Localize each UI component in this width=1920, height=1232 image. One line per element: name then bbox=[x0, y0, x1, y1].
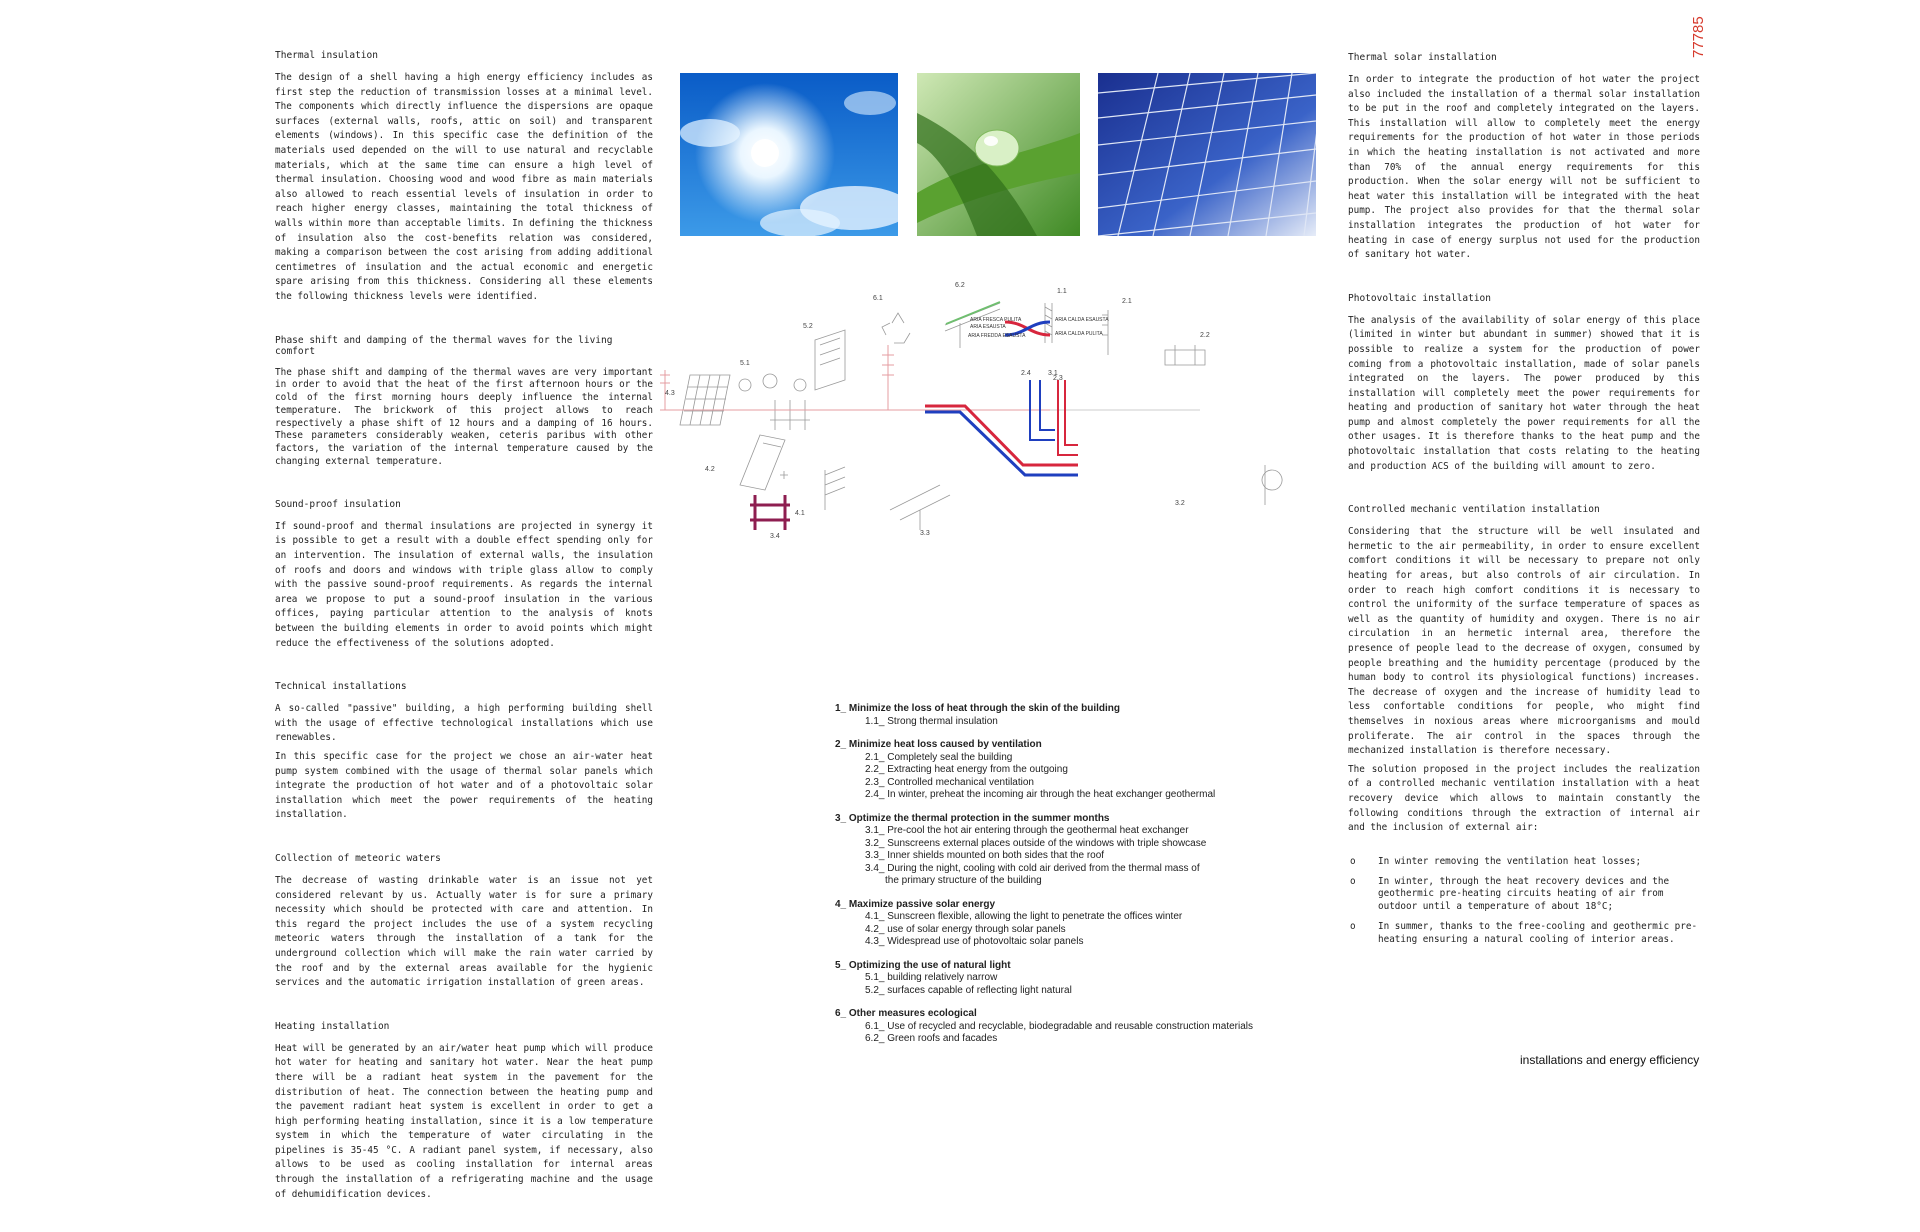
tree-icon bbox=[739, 379, 751, 391]
section-title: Heating installation bbox=[275, 1020, 390, 1032]
project-id: 77785 bbox=[1690, 16, 1707, 58]
measure-item: 1.1_ Strong thermal insulation bbox=[865, 715, 998, 727]
diagram-label: 4.1 bbox=[795, 510, 805, 517]
left-text-column bbox=[275, 50, 653, 1232]
section-technical-installations bbox=[275, 681, 653, 823]
diagram-label: 3.2 bbox=[1175, 500, 1185, 507]
narrow-building-icon bbox=[770, 400, 810, 430]
section-paragraph: The design of a shell having a high energy efficiency includes as first step the reduction of transmission losses at a minimal level. The components which directly influence the dispersions are opaque surfaces (external walls, roofs, attic on soil) and transparent elements (windows). In this specific case the definition of the materials used depended on the will to use natural and recyclable materials, which at the same time can ensure a high level of thermal insulation. Choosing wood and wood fibre as main materials also allowed to reach essential levels of insulation in order to reach higher energy classes, maintaining the total thickness of walls within more than acceptable limits. In defining the thickness of insulation also the cost-benefits relation was considered, making a comparison between the cost arising from adding additional centimetres of insulation and the actual economic and energetic spare arising from this thickness. Considering all these elements the following thickness levels were identified. bbox=[275, 72, 653, 302]
tree-icon bbox=[794, 379, 806, 391]
diagram-label: 2.2 bbox=[1200, 332, 1210, 339]
cooling-frame-icon bbox=[750, 495, 790, 530]
measure-item: 5.2_ surfaces capable of reflecting light natural bbox=[865, 984, 1072, 996]
air-label-warm-clean: ARIA CALDA PULITA bbox=[1055, 331, 1103, 337]
measure-group-title: 6_ Other measures ecological bbox=[835, 1008, 977, 1019]
section-ventilation bbox=[1348, 504, 1700, 946]
measure-item: 3.1_ Pre-cool the hot air entering through the geothermal heat exchanger bbox=[865, 825, 1189, 836]
building-section-lines bbox=[660, 345, 1200, 410]
section-paragraph: The decrease of wasting drinkable water is an issue not yet considered relevant by us. Actually water is for sure a primary necessity which should be protected with care and attention. In this regard the project includes the use of a system recycling meteoric waters through the installation of a tank for the underground collection which will make the rain water carried by the roof and by the external areas available for the hygienic services and the automatic irrigation installation of green areas. bbox=[275, 874, 653, 989]
pipe-red bbox=[925, 406, 1078, 465]
measure-item: 4.3_ Widespread use of photovoltaic solar panels bbox=[865, 936, 1084, 947]
pylon-center bbox=[882, 345, 894, 410]
solar-thermal-icon bbox=[740, 435, 785, 490]
bullet-text: In winter, through the heat recovery devices and the geothermic pre-heating circuits heating of air from outdoor until a temperature of about 18°C; bbox=[1378, 875, 1670, 913]
measure-group bbox=[835, 960, 1275, 998]
measure-item: 5.1_ building relatively narrow bbox=[865, 972, 998, 983]
section-paragraph: In order to integrate the production of hot water the project also included the installation of a thermal solar installation to be put in the roof and completely integrated on the layers. This installation will allow to completely meet the energy requirements for the production of hot water in those periods in which the heating installation is not activated and more than 70% of the annual energy requirements for this production. When the solar energy will not be sufficient to heat water this installation will be integrated with the heat pump. The project also provides for that the thermal solar installation integrates the production of hot water for heating in case of energy surplus not used for the production of sanitary hot water. bbox=[1348, 74, 1700, 261]
bullet-text: In summer, thanks to the free-cooling and geothermic pre-heating ensuring a natural cooling of interior areas. bbox=[1378, 920, 1698, 945]
section-phase-shift bbox=[275, 335, 653, 469]
measure-group bbox=[835, 1008, 1275, 1046]
diagram-label: 6.1 bbox=[873, 295, 883, 302]
measure-item: 3.3_ Inner shields mounted on both sides that the roof bbox=[865, 850, 1105, 861]
diagram-label: 5.1 bbox=[740, 360, 750, 367]
section-paragraph: The phase shift and damping of the thermal waves are very important in order to avoid that the heat of the first afternoon hours or the cold of the first morning hours deeply influence the internal temperature. The brickwork of this project allows to reach respectively a phase shift of 12 hours and a damping of 16 hours. These parameters considerably weaken, ceteris paribus with other factors, the variation of the internal temperature caused by the changing external temperature. bbox=[275, 366, 653, 468]
diagram-label: 4.3 bbox=[665, 390, 675, 397]
measures-list bbox=[835, 703, 1275, 1057]
section-title: Controlled mechanic ventilation installation bbox=[1348, 504, 1600, 516]
section-thermal-solar bbox=[1348, 52, 1700, 263]
measure-group bbox=[835, 703, 1275, 728]
section-heating-installation bbox=[275, 1021, 653, 1203]
section-paragraph: If sound-proof and thermal insulations are projected in synergy it is possible to get a result with a double effect spending only for an intervention. The insulation of external walls, the insulation of roofs and doors and windows with triple glass allow to comply with the passive sound-proof requirements. As regards the internal area we propose to put a sound-proof insulation in the various offices, paying particular attention to the analysis of knots between the building elements in order to avoid points which might reduce the effectiveness of the solutions adopted. bbox=[275, 520, 653, 649]
measure-group-title: 3_ Optimize the thermal protection in the summer months bbox=[835, 812, 1110, 824]
bullet-marker: o bbox=[1350, 920, 1356, 932]
pipe-vertical-red bbox=[1058, 380, 1078, 455]
section-thermal-insulation bbox=[275, 50, 653, 305]
measure-item: 3.2_ Sunscreens external places outside of the windows with triple showcase bbox=[865, 837, 1207, 849]
measure-item: 4.1_ Sunscreen flexible, allowing the light to penetrate the offices winter bbox=[865, 911, 1183, 922]
section-title: Thermal insulation bbox=[275, 50, 378, 61]
measure-item: the primary structure of the building bbox=[885, 875, 1042, 886]
diagram-label: 1.1 bbox=[1057, 288, 1067, 295]
bullet-text: In winter removing the ventilation heat losses; bbox=[1378, 855, 1642, 867]
recycle-icon bbox=[882, 313, 910, 343]
diagram-label: 4.2 bbox=[705, 466, 715, 473]
reflective-panel-icon bbox=[815, 330, 845, 390]
measure-group-title: 5_ Optimizing the use of natural light bbox=[835, 959, 1011, 971]
diagram-label: 2.4 bbox=[1021, 370, 1031, 377]
measure-item: 2.2_ Extracting heat energy from the outgoing bbox=[865, 764, 1068, 775]
right-text-column bbox=[1348, 52, 1700, 977]
air-label-exhaust: ARIA ESAUSTA bbox=[970, 324, 1006, 330]
footer-caption: installations and energy efficiency bbox=[1520, 1053, 1700, 1067]
section-paragraph: The solution proposed in the project includes the realization of a controlled mechanic ventilation installation with a heat recovery device which allows to maintain constantly the following conditions through the extraction of internal air and the inclusion of external air: bbox=[1348, 763, 1700, 834]
measure-item: 2.1_ Completely seal the building bbox=[865, 751, 1013, 763]
measure-item: 6.2_ Green roofs and facades bbox=[865, 1033, 998, 1044]
section-title: Phase shift and damping of the thermal waves for the living comfort bbox=[275, 334, 613, 357]
measure-group-title: 1_ Minimize the loss of heat through the skin of the building bbox=[835, 703, 1121, 714]
air-label-cold-exhaust: ARIA FREDDA ESAUSTA bbox=[968, 333, 1026, 339]
air-label-fresh: ARIA FRESCA PULITA bbox=[970, 317, 1022, 323]
air-label-warm-exhaust: ARIA CALDA ESAUSTA bbox=[1055, 317, 1109, 323]
diagram-label: 2.1 bbox=[1122, 298, 1132, 305]
tree-icon bbox=[763, 374, 777, 388]
geothermal-pipes bbox=[925, 380, 1078, 475]
heat-recovery-icon bbox=[1165, 345, 1205, 365]
measure-item: 2.4_ In winter, preheat the incoming air through the heat exchanger geothermal bbox=[865, 789, 1216, 800]
diagram-canvas bbox=[660, 275, 1340, 680]
energy-diagram bbox=[660, 275, 1340, 680]
measure-group-title: 4_ Maximize passive solar energy bbox=[835, 898, 996, 910]
bullet-item bbox=[1348, 856, 1700, 869]
ventilation-bullet-list bbox=[1348, 856, 1700, 947]
measure-item: 2.3_ Controlled mechanical ventilation bbox=[865, 776, 1034, 788]
diagram-label: 3.1 bbox=[1048, 370, 1058, 377]
section-paragraph: Considering that the structure will be well insulated and hermetic to the air permeability, in order to ensure excellent comfort conditions it will be necessary to prepare not only heating for areas, but also controls of air circulation. In order to reach high comfort conditions it is necessary to control the uniformity of the surface temperature of spaces as well as the quantity of humidity and oxygen. There is no air circulation in an hermetic internal area, therefore the presence of people lead to the decrease of oxygen, consumed by people breathing and the humidity percentage (produced by the human body to control its physiological functions) increases. The decrease of oxygen and the increase of humidity lead to less confortable conditions for people, who might find themselves in noxious areas where microorganisms and mould proliferate. The air control in the spaces through the mechanized installation is therefore necessary. bbox=[1348, 526, 1700, 757]
bullet-item bbox=[1348, 876, 1700, 914]
diagram-label: 3.3 bbox=[920, 530, 930, 537]
photo-solar-panel bbox=[1098, 73, 1316, 236]
section-sound-proof bbox=[275, 499, 653, 651]
section-title: Thermal solar installation bbox=[1348, 52, 1497, 63]
photo-sun-sky bbox=[680, 73, 898, 236]
measure-group-title: 2_ Minimize heat loss caused by ventilation bbox=[835, 739, 1042, 750]
diagram-label: 2.3 bbox=[1053, 375, 1063, 382]
measure-item: 6.1_ Use of recycled and recyclable, biodegradable and reusable construction materials bbox=[865, 1020, 1254, 1032]
measure-group bbox=[835, 813, 1275, 888]
pv-panel-icon bbox=[680, 375, 730, 425]
measure-item: 4.2_ use of solar energy through solar panels bbox=[865, 923, 1066, 935]
bullet-item bbox=[1348, 921, 1700, 947]
section-title: Technical installations bbox=[275, 681, 407, 693]
section-title: Sound-proof insulation bbox=[275, 498, 401, 510]
measure-group bbox=[835, 899, 1275, 949]
air-labels bbox=[968, 317, 1109, 339]
section-title: Collection of meteoric waters bbox=[275, 852, 441, 864]
photo-water-drop-leaf bbox=[917, 73, 1080, 236]
section-paragraph: In this specific case for the project we chose an air-water heat pump system combined with the usage of thermal solar panels which integrate the production of hot water and of a photovoltaic solar installation which meet the power requirements of the heating installation. bbox=[275, 751, 653, 821]
measure-item: 3.4_ During the night, cooling with cold air derived from the thermal mass of bbox=[865, 862, 1200, 874]
section-title: Photovoltaic installation bbox=[1348, 292, 1491, 304]
section-paragraph: A so-called "passive" building, a high performing building shell with the usage of effective technological installations which use renewables. bbox=[275, 703, 653, 744]
window-shade-icon bbox=[1262, 465, 1282, 505]
section-paragraph: The analysis of the availability of solar energy of this place (limited in winter but abundant in summer) showed that it is possible to realize a system for the production of power coming from a photovoltaic installation, made of solar panels integrated on the layers. The power produced by this installation will completely meet the power requirements for heating and production of sanitary hot water through the heat pump and almost completely the power requirements for all the other usages. It is therefore thanks to the heat pump and the photovoltaic installation that costs relating to the heating and production ACS of the building will amount to zero. bbox=[1348, 314, 1700, 472]
bullet-marker: o bbox=[1350, 875, 1356, 887]
section-meteoric-waters bbox=[275, 853, 653, 991]
diagram-label: 5.2 bbox=[803, 323, 813, 330]
diagram-label: 6.2 bbox=[955, 282, 965, 289]
section-photovoltaic bbox=[1348, 293, 1700, 475]
inner-shield-icon bbox=[890, 485, 950, 530]
measure-group bbox=[835, 739, 1275, 802]
section-paragraph: Heat will be generated by an air/water heat pump which will produce hot water for heating and sanitary hot water. Near the heat pump there will be a radiant heat system in the pavement for the distribution of heat. The connection between the heating pump and the pavement radiant heat system is excellent in order to get a high performing heating installation, since it is a low temperature system in which the temperature of water circulating in the pipelines is 35-45 °C. A radiant panel system, if necessary, also allows to be used as cooling installation for internal areas through the installation of a refrigerating machine and the usage of dehumidification devices. bbox=[275, 1042, 653, 1200]
diagram-label: 3.4 bbox=[770, 533, 780, 540]
bullet-marker: o bbox=[1350, 855, 1356, 867]
